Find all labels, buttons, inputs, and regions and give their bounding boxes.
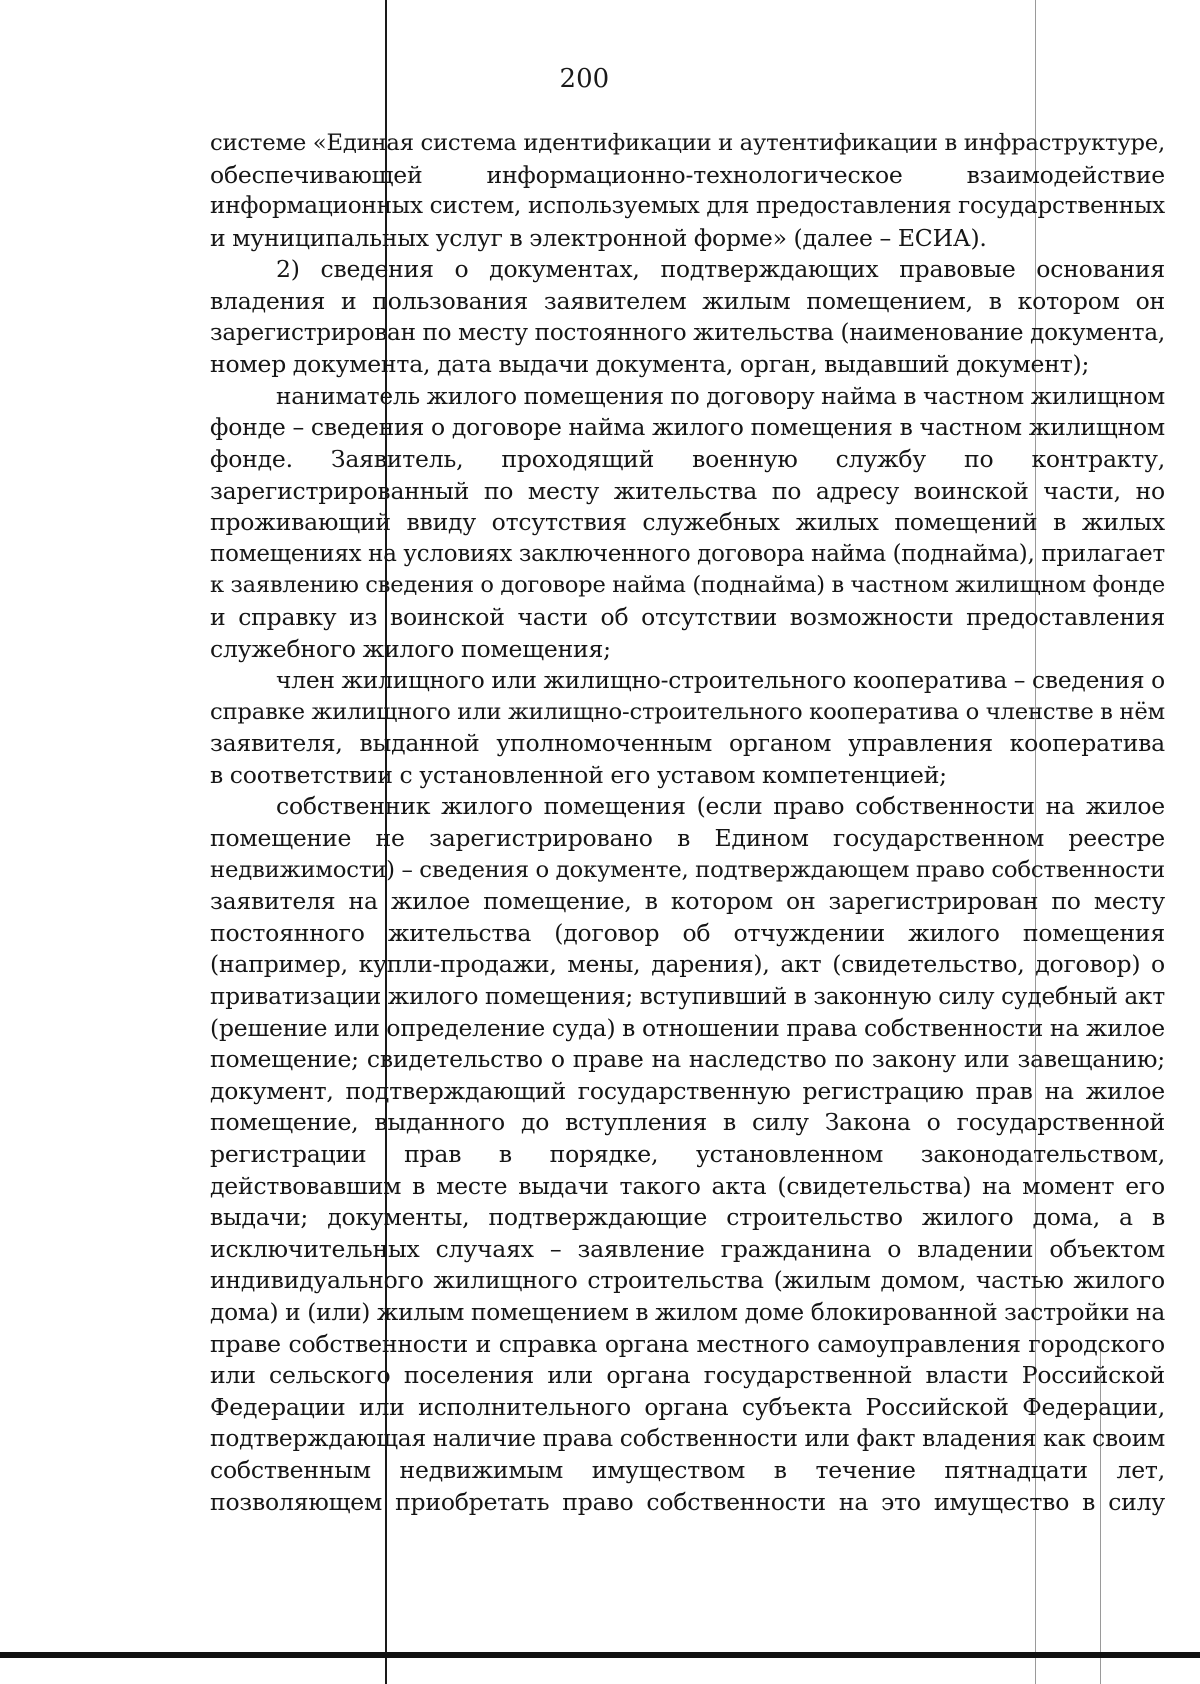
text-line: приватизации жилого помещения; вступивший в законную силу судебный акт bbox=[210, 983, 1165, 1011]
text-line: наниматель жилого помещения по договору найма в частном жилищном bbox=[276, 382, 1165, 410]
text-line: системе «Единая система идентификации и аутентификации в инфраструктуре, bbox=[210, 130, 1165, 156]
text-line: индивидуального жилищного строительства (жилым домом, частью жилого bbox=[210, 1266, 1165, 1295]
text-line: член жилищного или жилищно-строительного кооператива – сведения о bbox=[276, 667, 1165, 695]
text-line: исключительных случаях – заявление гражданина о владении объектом bbox=[210, 1234, 1165, 1263]
text-line: помещение, выданного до вступления в силу Закона о государственной bbox=[210, 1108, 1165, 1137]
body-text bbox=[210, 128, 1165, 1518]
text-line: выдачи; документы, подтверждающие строительство жилого дома, а в bbox=[210, 1203, 1165, 1232]
text-line: праве собственности и справка органа местного самоуправления городского bbox=[210, 1329, 1165, 1358]
text-line: заявителя, выданной уполномоченным органом управления кооператива bbox=[210, 729, 1165, 758]
text-line: дома) и (или) жилым помещением в жилом доме блокированной застройки на bbox=[210, 1298, 1165, 1326]
text-line: заявителя на жилое помещение, в котором он зарегистрирован по месту bbox=[210, 887, 1165, 916]
text-line: или сельского поселения или органа государственной власти Российской bbox=[210, 1361, 1165, 1390]
text-line: помещение; свидетельство о праве на наследство по закону или завещанию; bbox=[210, 1045, 1165, 1074]
text-line: служебного жилого помещения; bbox=[210, 634, 611, 663]
text-line: фонде – сведения о договоре найма жилого помещения в частном жилищном bbox=[210, 413, 1165, 442]
text-line: помещениях на условиях заключенного договора найма (поднайма), прилагает bbox=[210, 540, 1165, 567]
text-line: и муниципальных услуг в электронной форме» (далее – ЕСИА). bbox=[210, 223, 987, 252]
text-line: зарегистрированный по месту жительства по адресу воинской части, но bbox=[210, 476, 1165, 505]
text-line: позволяющем приобретать право собственности на это имущество в силу bbox=[210, 1487, 1165, 1516]
scan-bottom-edge bbox=[0, 1652, 1200, 1658]
text-line: Федерации или исполнительного органа субъекта Российской Федерации, bbox=[210, 1392, 1165, 1421]
text-line: обеспечивающей информационно-технологическое взаимодействие bbox=[210, 160, 1165, 189]
text-line: (например, купли-продажи, мены, дарения), акт (свидетельство, договор) о bbox=[210, 950, 1165, 979]
text-line: действовавшим в месте выдачи такого акта (свидетельства) на момент его bbox=[210, 1171, 1165, 1200]
text-line: справке жилищного или жилищно-строительного кооператива о членстве в нём bbox=[210, 698, 1165, 725]
text-line: проживающий ввиду отсутствия служебных жилых помещений в жилых bbox=[210, 508, 1165, 537]
text-line: к заявлению сведения о договоре найма (поднайма) в частном жилищном фонде bbox=[210, 572, 1165, 599]
text-line: фонде. Заявитель, проходящий военную службу по контракту, bbox=[210, 444, 1165, 473]
text-line: зарегистрирован по месту постоянного жительства (наименование документа, bbox=[210, 319, 1165, 346]
text-line: информационных систем, используемых для предоставления государственных bbox=[210, 193, 1165, 220]
text-line: (решение или определение суда) в отношении права собственности на жилое bbox=[210, 1013, 1165, 1042]
text-line: постоянного жительства (договор об отчуждении жилого помещения bbox=[210, 918, 1165, 947]
text-line: 2) сведения о документах, подтверждающих правовые основания bbox=[276, 255, 1165, 284]
text-line: в соответствии с установленной его уставом компетенцией; bbox=[210, 760, 947, 789]
text-line: помещение не зарегистрировано в Едином государственном реестре bbox=[210, 824, 1165, 853]
text-line: собственник жилого помещения (если право собственности на жилое bbox=[276, 792, 1165, 821]
text-line: недвижимости) – сведения о документе, подтверждающем право собственности bbox=[210, 856, 1165, 883]
text-line: подтверждающая наличие права собственности или факт владения как своим bbox=[210, 1425, 1165, 1453]
text-line: документ, подтверждающий государственную регистрацию прав на жилое bbox=[210, 1076, 1165, 1105]
page-number: 200 bbox=[559, 64, 610, 94]
text-line: регистрации прав в порядке, установленном законодательством, bbox=[210, 1140, 1165, 1168]
text-line: и справку из воинской части об отсутствии возможности предоставления bbox=[210, 602, 1165, 631]
text-line: владения и пользования заявителем жилым помещением, в котором он bbox=[210, 286, 1165, 315]
text-line: номер документа, дата выдачи документа, орган, выдавший документ); bbox=[210, 350, 1090, 379]
text-line: собственным недвижимым имуществом в течение пятнадцати лет, bbox=[210, 1455, 1165, 1484]
